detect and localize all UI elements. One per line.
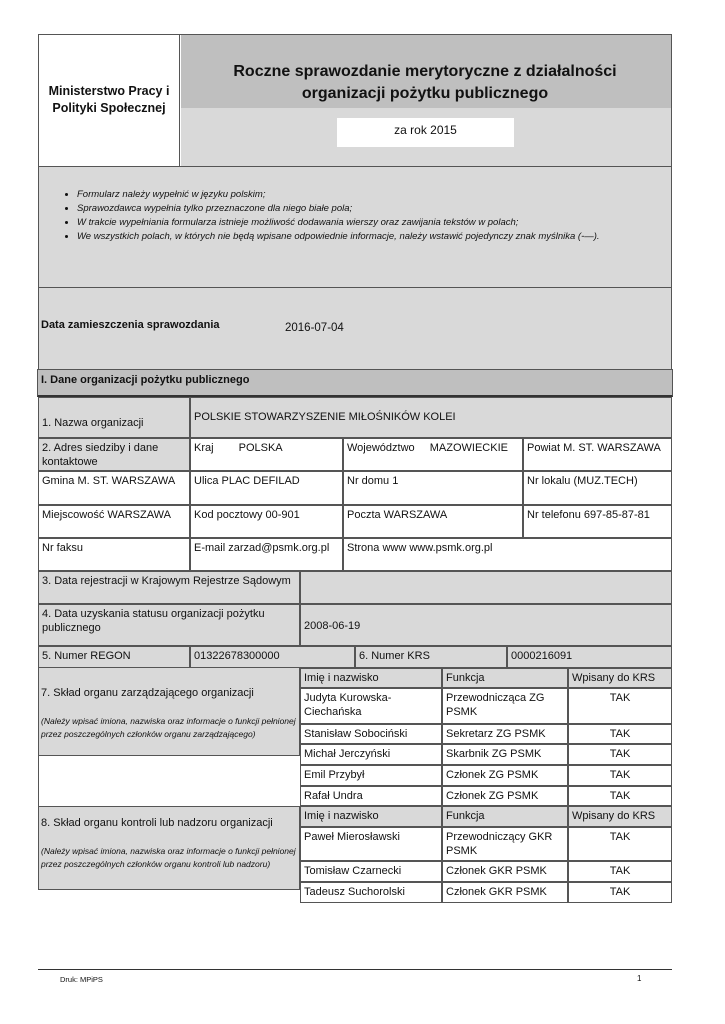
table-row: TAK — [568, 827, 672, 861]
board-label: 7. Skład organu zarządzającego organizacji — [41, 687, 254, 699]
table-row: Emil Przybył — [300, 765, 442, 786]
supervisory-header-krs: Wpisany do KRS — [568, 806, 672, 827]
supervisory-note: (Należy wpisać imiona, nazwiska oraz informacje o funkcji pełnionej przez poszczególnych członków organu kontroli lub nadzoru) — [41, 846, 296, 869]
table-row: TAK — [568, 861, 672, 882]
county-cell: Powiat M. ST. WARSZAWA — [523, 438, 672, 471]
board-header-name: Imię i nazwisko — [300, 668, 442, 688]
regon-label: 5. Numer REGON — [38, 646, 190, 668]
board-left-border — [38, 756, 39, 806]
table-row: Przewodniczący GKR PSMK — [442, 827, 568, 861]
ministry-name: Ministerstwo Pracy i Polityki Społecznej — [48, 84, 170, 115]
board-header-krs: Wpisany do KRS — [568, 668, 672, 688]
unit-no-cell: Nr lokalu (MUZ.TECH) — [523, 471, 672, 505]
krs-label: 6. Numer KRS — [355, 646, 507, 668]
instruction-item: • Sprawozdawca wypełnia tylko przeznaczone dla niego białe pola; — [77, 202, 671, 216]
table-row: TAK — [568, 724, 672, 744]
supervisory-header-function: Funkcja — [442, 806, 568, 827]
instruction-item: • W trakcie wypełniania formularza istnieje możliwość dodawania wierszy oraz zawijania tekstów w polach; — [77, 216, 671, 230]
voivodeship-cell — [343, 438, 523, 471]
footer-rule — [38, 969, 672, 970]
opp-status-label: 4. Data uzyskania statusu organizacji pożytku publicznego — [38, 604, 300, 646]
footer-print: Druk: MPiPS — [60, 975, 103, 984]
section-title: I. Dane organizacji pożytku publicznego — [37, 369, 673, 397]
instructions-list — [39, 188, 671, 244]
report-year: za rok 2015 — [394, 123, 457, 137]
supervisory-label: 8. Skład organu kontroli lub nadzoru organizacji — [41, 817, 273, 829]
instruction-item: • We wszystkich polach, w których nie będą wpisane odpowiednie informacje, należy wstawić pojedynczy znak myślnika (-—). — [77, 230, 671, 244]
house-no-cell: Nr domu 1 — [343, 471, 523, 505]
table-row: Członek ZG PSMK — [442, 786, 568, 806]
table-row: Członek GKR PSMK — [442, 882, 568, 903]
instruction-item: • Formularz należy wypełnić w języku polskim; — [77, 188, 671, 202]
postal-cell: Kod pocztowy 00-901 — [190, 505, 343, 538]
street-cell: Ulica PLAC DEFILAD — [190, 471, 343, 505]
krs-registration-value — [300, 571, 672, 604]
commune-cell: Gmina M. ST. WARSZAWA — [38, 471, 190, 505]
table-row: TAK — [568, 688, 672, 724]
country-cell — [190, 438, 343, 471]
submission-date: 2016-07-04 — [285, 322, 344, 334]
table-row: Sekretarz ZG PSMK — [442, 724, 568, 744]
table-row: Tadeusz Suchorolski — [300, 882, 442, 903]
supervisory-header-name: Imię i nazwisko — [300, 806, 442, 827]
table-row: TAK — [568, 786, 672, 806]
city-cell: Miejscowość WARSZAWA — [38, 505, 190, 538]
country-label: Kraj — [194, 442, 214, 454]
fax-cell: Nr faksu — [38, 538, 190, 571]
submission-label: Data zamieszczenia sprawozdania — [41, 319, 220, 331]
regon-value: 01322678300000 — [190, 646, 355, 668]
board-note: (Należy wpisać imiona, nazwiska oraz informacje o funkcji pełnionej przez poszczególnych członków organu zarządzającego) — [41, 716, 296, 739]
voivodeship-value: MAZOWIECKIE — [429, 442, 508, 454]
page-title: Roczne sprawozdanie merytoryczne z działalności organizacji pożytku publicznego — [233, 63, 617, 102]
post-office-cell: Poczta WARSZAWA — [343, 505, 523, 538]
table-row: Judyta Kurowska-Ciechańska — [300, 688, 442, 724]
table-row: TAK — [568, 882, 672, 903]
address-label: 2. Adres siedziby i dane kontaktowe — [38, 438, 190, 471]
board-header-function: Funkcja — [442, 668, 568, 688]
table-row: Stanisław Sobociński — [300, 724, 442, 744]
board-label-box — [38, 668, 300, 756]
table-row: TAK — [568, 744, 672, 765]
page-number: 1 — [637, 974, 642, 983]
table-row: Przewodnicząca ZG PSMK — [442, 688, 568, 724]
table-row: TAK — [568, 765, 672, 786]
table-row: Członek ZG PSMK — [442, 765, 568, 786]
table-row: Rafał Undra — [300, 786, 442, 806]
instructions-box — [38, 167, 672, 288]
opp-status-value: 2008-06-19 — [300, 604, 672, 646]
email-cell: E-mail zarzad@psmk.org.pl — [190, 538, 343, 571]
country-value: POLSKA — [238, 442, 283, 454]
org-name-value: POLSKIE STOWARZYSZENIE MIŁOŚNIKÓW KOLEI — [190, 397, 672, 438]
website-cell: Strona www www.psmk.org.pl — [343, 538, 672, 571]
table-row: Michał Jerczyński — [300, 744, 442, 765]
org-name-label: 1. Nazwa organizacji — [38, 397, 190, 438]
voivodeship-label: Województwo — [347, 442, 415, 454]
table-row: Tomisław Czarnecki — [300, 861, 442, 882]
krs-value: 0000216091 — [507, 646, 672, 668]
table-row: Paweł Mierosławski — [300, 827, 442, 861]
krs-registration-label: 3. Data rejestracji w Krajowym Rejestrze Sądowym — [38, 571, 300, 604]
table-row: Skarbnik ZG PSMK — [442, 744, 568, 765]
phone-cell: Nr telefonu 697-85-87-81 — [523, 505, 672, 538]
table-row: Członek GKR PSMK — [442, 861, 568, 882]
